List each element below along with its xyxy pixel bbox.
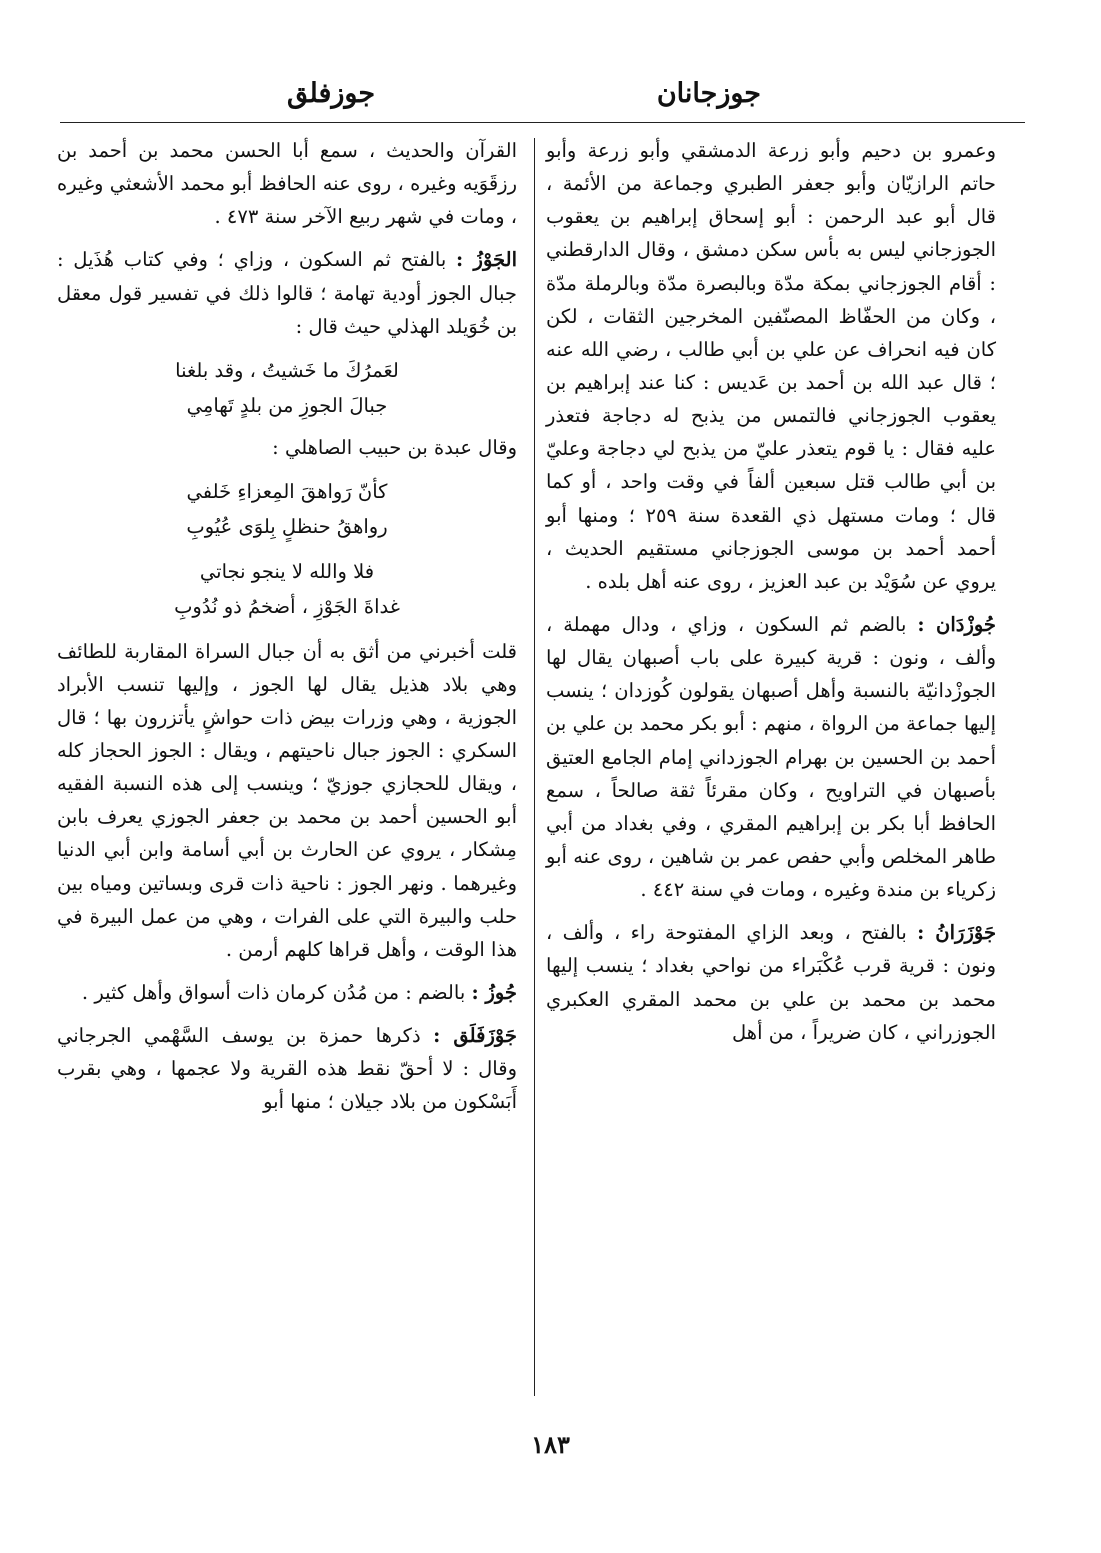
headword-juzdan: جُوزْدَان : [917,612,996,636]
running-head-right: جوزجانان [656,78,761,109]
stanza [57,474,517,544]
entry-jawzfalaq [57,1019,517,1118]
poem-intro: وقال عبدة بن حبيب الصاهلي : [272,436,517,460]
verse: رواهقُ حنظلٍ بِلوَى عُيُوبِ [186,515,388,539]
entry-juz-text: بالضم : من مُدُن كرمان ذات أسواق وأهل كثير . [81,980,472,1004]
commentary-paragraph: قلت أخبرني من أثق به أن جبال السراة المقاربة للطائف وهي بلاد هذيل يقال لها الجوز ، وإليها تنسب الأبراد الجوزية ، وهي وزرات بيض ذات حواشٍ يأتزرون بها ؛ قال السكري : الجوز جبال ناحيتهم ، ويقال : الجوز الحجاز كله ، ويقال للحجازي جوزيّ ؛ وينسب إلى هذه النسبة الفقيه أبو الحسين أحمد بن محمد بن جعفر الجوزي يعرف بابن مِشكار ، يروي عن الحارث بن أبي أسامة وابن أبي الدنيا وغيرهما . ونهر الجوز : ناحية ذات قرى وبساتين ومياه بين حلب والبيرة التي على الفرات ، وهي من عمل البيرة في هذا الوقت ، وأهل قراها كلهم أرمن . [57,639,517,961]
entry-jawzfalaq-text: ذكرها حمزة بن يوسف السَّهْمي الجرجاني وقال : لا أحقّ نقط هذه القرية ولا عجمها ، وهي بقرب أَبَسْكون من بلاد جيلان ؛ منها أبو [57,1024,517,1114]
verse: لعَمرُكَ ما خَشيتُ ، وقد بلغنا [175,358,399,382]
continuation-paragraph: وعمرو بن دحيم وأبو زرعة الدمشقي وأبو زرعة وأبو حاتم الرازيّان وأبو جعفر الطبري وجماعة من الأئمة ، قال أبو عبد الرحمن : أبو إسحاق إبراهيم بن يعقوب الجوزجاني ليس به بأس سكن دمشق ، وقال الدارقطني : أقام الجوزجاني بمكة مدّة وبالبصرة مدّة وبالرملة مدّة ، وكان من الحفّاظ المصنّفين المخرجين الثقات ، لكن كان فيه انحراف عن علي بن أبي طالب ، رضي الله عنه ؛ قال عبد الله بن أحمد بن عَديس : كنا عند إبراهيم بن يعقوب الجوزجاني فالتمس من يذبح له دجاجة فتعذر عليه فقال : يا قوم يتعذر عليّ من يذبح لي دجاجة وعليّ بن أبي طالب قتل سبعين ألفاً في وقت واحد ، أو كما قال ؛ ومات مستهل ذي القعدة سنة ٢٥٩ ؛ ومنها أبو أحمد أحمد بن موسى الجوزجاني مستقيم الحديث ، يروي عن سُوَيْد بن عبد العزيز ، روى عنه أهل بلده . [546,139,997,593]
right-column [546,134,996,1059]
left-column [57,134,517,1129]
verse: فلا والله لا ينجو نجاتي [199,560,375,584]
page-number: ١٨٣ [531,1430,570,1459]
verse: غداةَ الجَوْزِ ، أضخمُ ذو نُدُوبِ [174,595,400,619]
running-head-left: جوزفلق [287,78,376,109]
entry-juz [57,976,517,1009]
entry-juzran-text: بالفتح ، وبعد الزاي المفتوحة راء ، وألف ، ونون : قرية قرب عُكْبَراء من نواحي بغداد ؛ ينسب إليها محمد بن محمد بن علي بن محمد المقري العكبري الجوزراني ، كان ضريراً ، من أهل [546,921,996,1044]
headword-juzran: جَوْزَرَانُ : [917,921,997,945]
continuation-paragraph: القرآن والحديث ، سمع أبا الحسن محمد بن أحمد بن رزقَوَيه وغيره ، روى عنه الحافظ أبو محمد الأشعثي وغيره ، ومات في شهر ربيع الآخر سنة ٤٧٣ . [57,139,517,229]
stanza [57,554,517,624]
entry-juzdan-text: بالضم ثم السكون ، وزاي ، ودال مهملة ، وألف ، ونون : قرية كبيرة على باب أصبهان يقال لها الجوزْدانيّة بالنسبة وأهل أصبهان يقولون كُوزدان ؛ ينسب إليها جماعة من الرواة ، منهم : أبو بكر محمد بن علي بن أحمد بن الحسين بن بهرام الجوزداني إمام الجامع العتيق بأصبهان في التراويح ، وكان مقرئاً ثقة صالحاً ، سمع الحافظ أبا بكر بن إبراهيم المقري ، وفي بغداد من أبي طاهر المخلص وأبي حفص عمر بن شاهين ، روى عنه أبو زكرياء بن مندة وغيره ، ومات في سنة ٤٤٢ . [546,612,996,902]
poem-maqil [57,353,517,423]
verse: جبالَ الجوزِ من بلدٍ تَهامِي [186,393,388,417]
verse: كأنّ رَواهقَ المِعزاءِ خَلفي [186,480,388,504]
column-divider [534,138,535,1396]
headword-jawzfalaq: جَوْزَفَلَق : [433,1024,517,1048]
entry-jawz [57,243,517,342]
header-rule [60,122,1025,123]
headword-jawz: الجَوْزُ : [456,248,517,272]
entry-juzdan [546,608,996,906]
poem-abda [57,474,517,624]
headword-juz: جُوزُ : [471,980,517,1004]
entry-juzran [546,916,996,1049]
entry-jawz-text: بالفتح ثم السكون ، وزاي ؛ وفي كتاب هُذَيل : جبال الجوز أودية تهامة ؛ قالوا ذلك في تفسير قول معقل بن خُوَيلد الهذلي حيث قال : [57,248,517,338]
